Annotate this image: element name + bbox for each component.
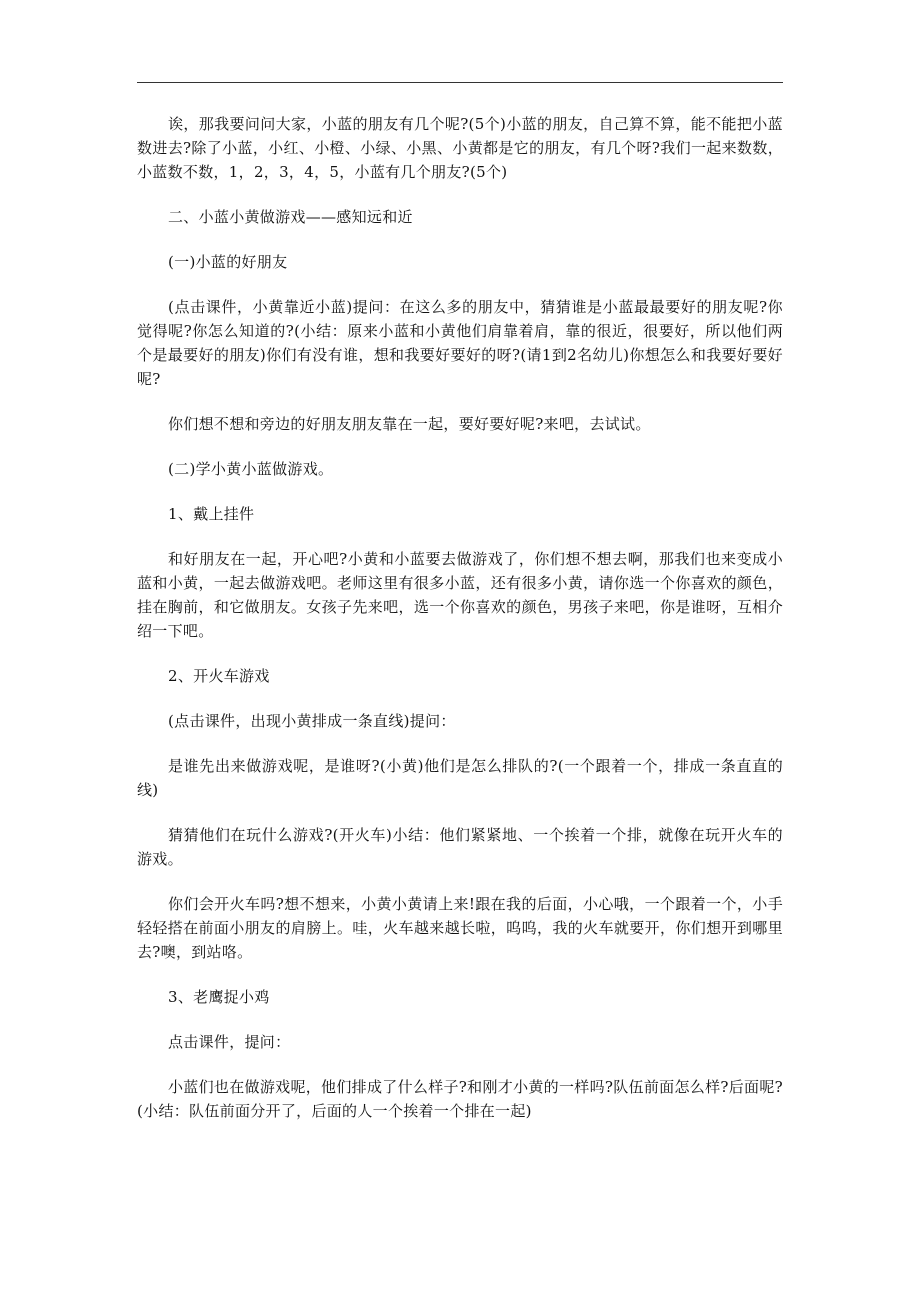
paragraph-closest-friend: (点击课件，小黄靠近小蓝)提问：在这么多的朋友中，猜猜谁是小蓝最最要好的朋友呢?你觉得呢?你怎么知道的?(小结：原来小蓝和小黄他们肩靠着肩，靠的很近，很要好，所以他们两个是最要好的朋友)你们有没有谁，想和我要好要好的呀?(请1到2名幼儿)你想怎么和我要好要好呢?: [137, 298, 783, 388]
paragraph-courseware-line: (点击课件，出现小黄排成一条直线)提问：: [168, 712, 456, 730]
paragraph-try-it: 你们想不想和旁边的好朋友朋友靠在一起，要好要好呢?来吧，去试试。: [168, 415, 651, 433]
paragraph-guess-game: 猜猜他们在玩什么游戏?(开火车)小结：他们紧紧地、一个挨着一个排，就像在玩开火车的游戏。: [137, 826, 783, 868]
document-body: [137, 112, 783, 1144]
paragraph-drive-train: 你们会开火车吗?想不想来，小黄小黄请上来!跟在我的后面，小心哦，一个跟着一个，小手轻轻搭在前面小朋友的肩膀上。哇，火车越来越长啦，呜呜，我的火车就要开，你们想开到哪里去?噢，到站咯。: [137, 895, 783, 961]
section-heading-game: 二、小蓝小黄做游戏——感知远和近: [168, 208, 413, 226]
paragraph-blue-lineup: 小蓝们也在做游戏呢，他们排成了什么样子?和刚才小黄的一样吗?队伍前面怎么样?后面呢?(小结：队伍前面分开了，后面的人一个挨着一个排在一起): [137, 1078, 783, 1120]
paragraph-courseware-ask: 点击课件，提问：: [168, 1033, 291, 1051]
paragraph-choose-color: 和好朋友在一起，开心吧?小黄和小蓝要去做游戏了，你们想不想去啊，那我们也来变成小蓝和小黄，一起去做游戏吧。老师这里有很多小蓝，还有很多小黄，请你选一个你喜欢的颜色，挂在胸前，和它做朋友。女孩子先来吧，选一个你喜欢的颜色，男孩子来吧，你是谁呀，互相介绍一下吧。: [137, 550, 783, 640]
paragraph-who-first: 是谁先出来做游戏呢，是谁呀?(小黄)他们是怎么排队的?(一个跟着一个，排成一条直直的线): [137, 757, 783, 799]
paragraph-friends-count: 诶，那我要问问大家，小蓝的朋友有几个呢?(5个)小蓝的朋友，自己算不算，能不能把小蓝数进去?除了小蓝，小红、小橙、小绿、小黑、小黄都是它的朋友，有几个呀?我们一起来数数，小蓝数不数，1，2，3，4，5，小蓝有几个朋友?(5个): [137, 115, 783, 181]
subsection-heading-learn-game: (二)学小黄小蓝做游戏。: [168, 460, 334, 478]
step-heading-eagle: 3、老鹰捉小鸡: [168, 988, 270, 1006]
step-heading-train: 2、开火车游戏: [168, 667, 270, 685]
subsection-heading-good-friend: (一)小蓝的好朋友: [168, 253, 288, 271]
header-rule: [137, 82, 783, 83]
step-heading-pendant: 1、戴上挂件: [168, 505, 255, 523]
